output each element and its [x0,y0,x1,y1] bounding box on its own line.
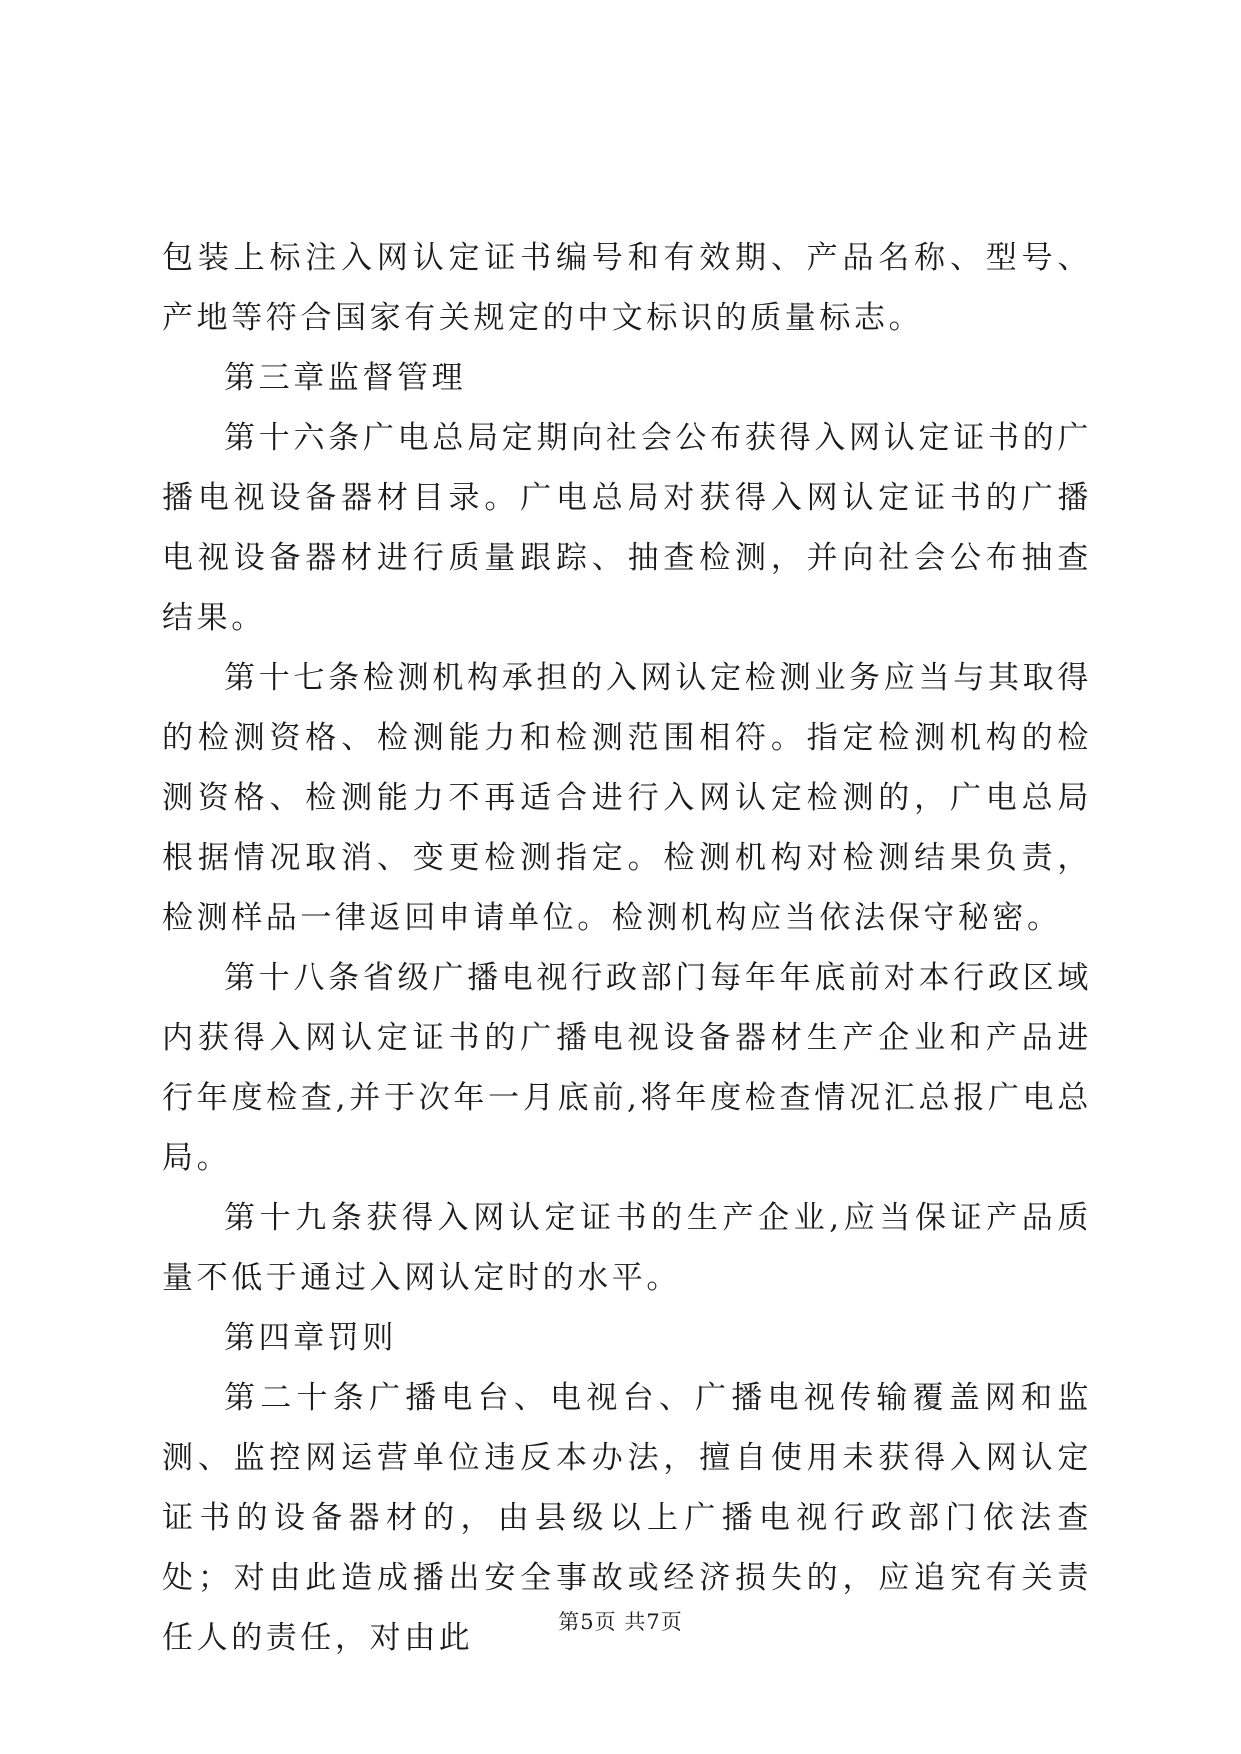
paragraph-continuation: 包装上标注入网认定证书编号和有效期、产品名称、型号、产地等符合国家有关规定的中文标识的质量标志。 [162,240,1092,336]
document-body [162,228,1092,1668]
article-17: 第十七条检测机构承担的入网认定检测业务应当与其取得的检测资格、检测能力和检测范围相符。指定检测机构的检测资格、检测能力不再适合进行入网认定检测的，广电总局根据情况取消、变更检测指定。检测机构对检测结果负责，检测样品一律返回申请单位。检测机构应当依法保守秘密。 [162,660,1092,936]
article-18: 第十八条省级广播电视行政部门每年年底前对本行政区域内获得入网认定证书的广播电视设备器材生产企业和产品进行年度检查,并于次年一月底前,将年度检查情况汇总报广电总局。 [162,960,1092,1176]
page-number-footer: 第5页 共7页 [558,1610,683,1634]
chapter-heading-4: 第四章罚则 [224,1320,397,1356]
chapter-heading-3: 第三章监督管理 [224,360,467,396]
article-16: 第十六条广电总局定期向社会公布获得入网认定证书的广播电视设备器材目录。广电总局对获得入网认定证书的广播电视设备器材进行质量跟踪、抽查检测，并向社会公布抽查结果。 [162,420,1092,636]
article-20: 第二十条广播电台、电视台、广播电视传输覆盖网和监测、监控网运营单位违反本办法，擅自使用未获得入网认定证书的设备器材的，由县级以上广播电视行政部门依法查处；对由此造成播出安全事故或经济损失的，应追究有关责任人的责任，对由此 [162,1380,1092,1656]
article-19: 第十九条获得入网认定证书的生产企业,应当保证产品质量不低于通过入网认定时的水平。 [162,1200,1092,1296]
